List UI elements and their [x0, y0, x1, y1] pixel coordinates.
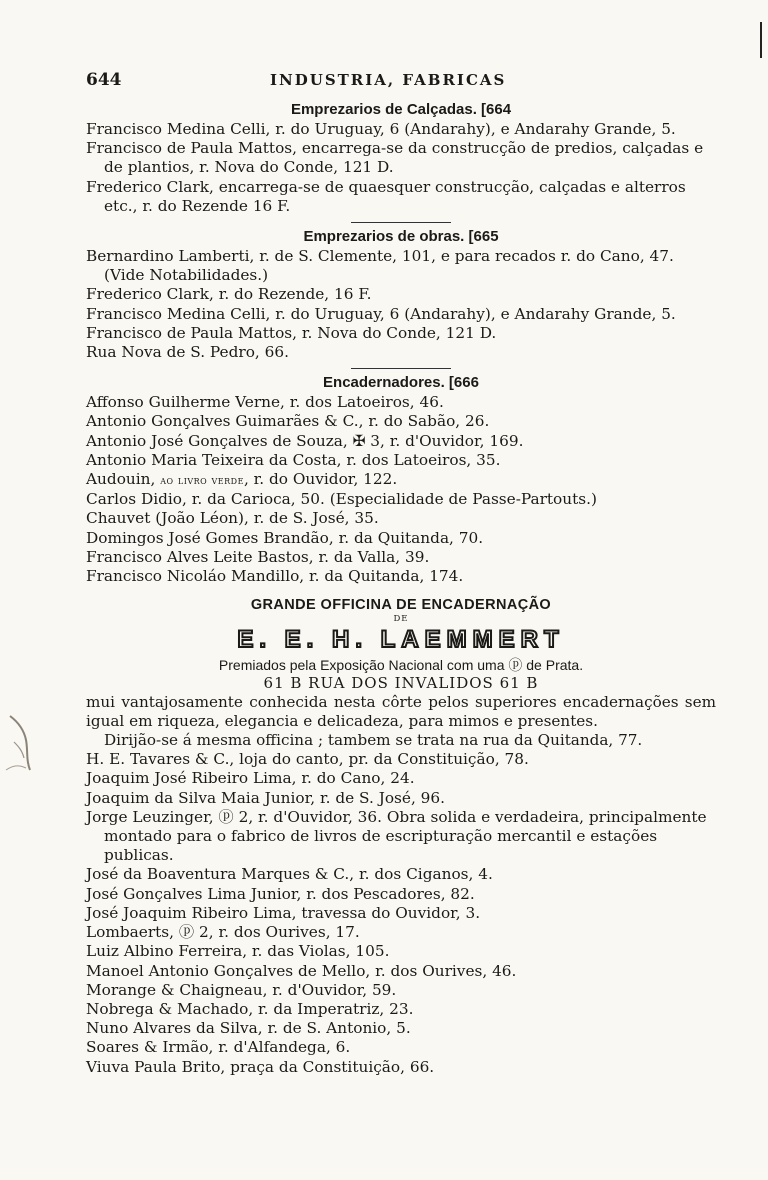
list-item: Affonso Guilherme Verne, r. dos Latoeiros, 46. — [86, 393, 444, 412]
laemmert-advertisement — [86, 596, 716, 750]
list-item: Antonio José Gonçalves de Souza, ✠ 3, r. d'Ouvidor, 169. — [86, 431, 524, 450]
ad-firm-name-text: E. E. H. LAEMMERT — [237, 626, 565, 654]
list-item: Chauvet (João Léon), r. de S. José, 35. — [86, 509, 379, 528]
list-item: Carlos Didio, r. da Carioca, 50. (Especialidade de Passe-Partouts.) — [86, 490, 597, 509]
ad-body-text: mui vantajosamente conhecida nesta côrte pelos superiores encadernações sem igual em riqueza, elegancia e delicadeza, para mimos e presentes. — [86, 693, 716, 731]
list-item: Joaquim da Silva Maia Junior, r. de S. José, 96. — [86, 788, 445, 807]
list-item: José Joaquim Ribeiro Lima, travessa do Ouvidor, 3. — [86, 903, 481, 922]
list-item: Morange & Chaigneau, r. d'Ouvidor, 59. — [86, 980, 397, 999]
list-item: Francisco Medina Celli, r. do Uruguay, 6 (Andarahy), e Andarahy Grande, 5. — [86, 304, 676, 323]
section-heading: Encadernadores. [666 — [323, 374, 479, 392]
list-item: Bernardino Lamberti, r. de S. Clemente, 101, e para recados r. do Cano, 47. (Vide Notabilidades.) — [86, 247, 674, 285]
list-item: José Gonçalves Lima Junior, r. dos Pescadores, 82. — [86, 884, 475, 903]
list-item: Francisco Nicoláo Mandillo, r. da Quitanda, 174. — [86, 567, 464, 586]
shop-name: ao livro verde — [160, 473, 244, 488]
page-number: 644 — [86, 70, 122, 90]
ad-title: GRANDE OFFICINA DE ENCADERNAÇÃO — [250, 597, 552, 614]
ad-body-direction: Dirijão-se á mesma officina ; tambem se trata na rua da Quitanda, 77. — [104, 731, 643, 750]
ad-premiados: Premiados pela Exposição Nacional com uma ⓟ de Prata. — [218, 657, 584, 674]
list-item: Frederico Clark, r. do Rezende, 16 F. — [86, 285, 372, 304]
section-calcadas — [86, 100, 716, 216]
entry-address: , r. do Ouvidor, 122. — [243, 470, 398, 489]
list-item: Nobrega & Machado, r. da Imperatriz, 23. — [86, 999, 414, 1018]
list-item: Manoel Antonio Gonçalves de Mello, r. dos Ourives, 46. — [86, 961, 517, 980]
list-item: Antonio Maria Teixeira da Costa, r. dos Latoeiros, 35. — [86, 450, 501, 469]
entry-name: Audouin, — [86, 470, 161, 489]
page-content — [86, 100, 716, 1077]
list-item: Francisco de Paula Mattos, encarrega-se da construcção de predios, calçadas e de plantios, r. Nova do Conde, 121 D. — [86, 139, 704, 177]
section-obras — [86, 227, 716, 362]
list-item: Nuno Alvares da Silva, r. de S. Antonio, 5. — [86, 1019, 411, 1038]
list-item: Antonio Gonçalves Guimarães & C., r. do Sabão, 26. — [86, 412, 490, 431]
divider — [351, 368, 451, 369]
page-header — [0, 70, 768, 92]
divider — [351, 222, 451, 223]
page-edge-mark — [760, 22, 762, 58]
ad-firm-name — [86, 626, 716, 654]
section-encadernadores — [86, 373, 716, 1076]
section-heading: Emprezarios de Calçadas. [664 — [290, 101, 512, 118]
list-item: Frederico Clark, encarrega-se de quaesquer construcção, calçadas e alterros etc., r. do Rezende 16 F. — [86, 177, 686, 215]
margin-ink-smudge — [4, 712, 38, 774]
list-item: Domingos José Gomes Brandão, r. da Quitanda, 70. — [86, 528, 484, 547]
list-item: Soares & Irmão, r. d'Alfandega, 6. — [86, 1038, 351, 1057]
list-item: José da Boaventura Marques & C., r. dos Ciganos, 4. — [86, 865, 493, 884]
list-item: Francisco Medina Celli, r. do Uruguay, 6 (Andarahy), e Andarahy Grande, 5. — [86, 120, 676, 138]
list-item: H. E. Tavares & C., loja do canto, pr. da Constituição, 78. — [86, 750, 529, 769]
running-title: INDUSTRIA, FABRICAS — [270, 71, 507, 89]
list-item: Rua Nova de S. Pedro, 66. — [86, 343, 289, 362]
list-item: Francisco Alves Leite Bastos, r. da Valla, 39. — [86, 547, 430, 566]
list-item: Lombaerts, ⓟ 2, r. dos Ourives, 17. — [86, 923, 360, 942]
list-item-audouin — [86, 470, 716, 490]
list-item: Luiz Albino Ferreira, r. das Violas, 105. — [86, 942, 390, 961]
list-item: Joaquim José Ribeiro Lima, r. do Cano, 24. — [86, 769, 415, 788]
list-item: Jorge Leuzinger, ⓟ 2, r. d'Ouvidor, 36. Obra solida e verdadeira, principalmente montado para o fabrico de livros de escripturação mercantil e estações publicas. — [86, 807, 707, 865]
ad-de: DE — [393, 614, 409, 625]
list-item: Francisco de Paula Mattos, r. Nova do Conde, 121 D. — [86, 323, 497, 342]
section-heading: Emprezarios de obras. [665 — [303, 228, 499, 246]
ad-address: 61 B RUA DOS INVALIDOS 61 B — [263, 674, 539, 693]
list-item: Viuva Paula Brito, praça da Constituição, 66. — [86, 1057, 435, 1076]
